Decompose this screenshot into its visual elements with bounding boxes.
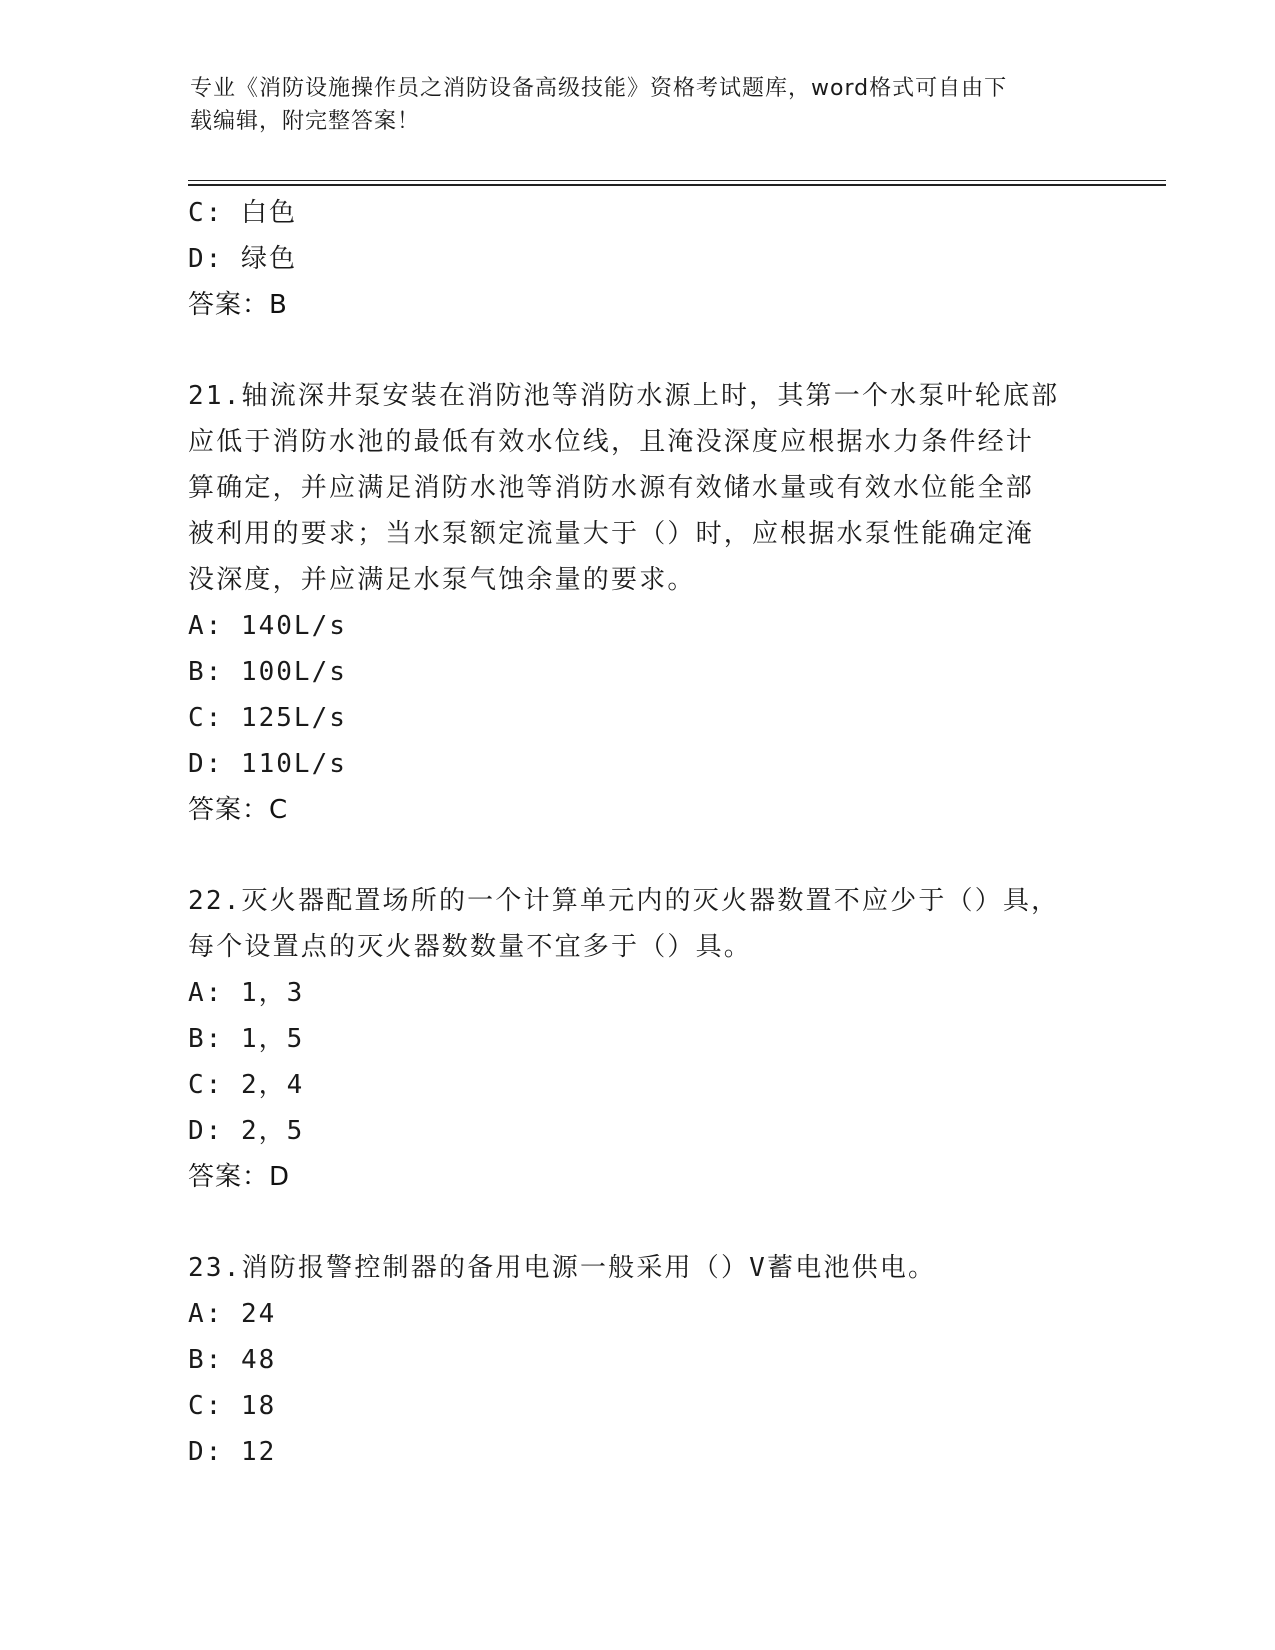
- question-text-line: 23.消防报警控制器的备用电源一般采用（）V蓄电池供电。: [188, 1253, 937, 1283]
- answer-line: 答案：D: [188, 1162, 291, 1192]
- question-text-line: 没深度，并应满足水泵气蚀余量的要求。: [188, 565, 696, 595]
- answer-line: 答案：B: [188, 290, 288, 320]
- option-d: D: 12: [188, 1437, 277, 1467]
- option-b: B: 48: [188, 1345, 277, 1375]
- question-22: [188, 878, 1088, 1200]
- question-21: [188, 373, 1088, 833]
- question-text-line: 21.轴流深井泵安装在消防池等消防水源上时，其第一个水泵叶轮底部: [188, 381, 1060, 411]
- answer-line: 答案：C: [188, 795, 289, 825]
- option-b: B: 1，5: [188, 1024, 305, 1054]
- option-b: B: 100L/s: [188, 657, 347, 687]
- option-a: A: 1，3: [188, 978, 305, 1008]
- option-d: D: 绿色: [188, 244, 297, 274]
- option-c: C: 白色: [188, 198, 297, 228]
- option-c: C: 2，4: [188, 1070, 305, 1100]
- option-d: D: 2，5: [188, 1116, 305, 1146]
- header-divider-thick: [188, 184, 1166, 186]
- continued-question: [188, 190, 1088, 328]
- header-divider-thin: [188, 180, 1166, 181]
- question-text-line: 算确定，并应满足消防水池等消防水源有效储水量或有效水位能全部: [188, 473, 1035, 503]
- document-header: [190, 72, 1090, 138]
- question-text-line: 22.灭火器配置场所的一个计算单元内的灭火器数置不应少于（）具，: [188, 886, 1060, 916]
- question-23: [188, 1245, 1088, 1475]
- option-c: C: 125L/s: [188, 703, 347, 733]
- header-line-2: 载编辑，附完整答案！: [190, 109, 421, 134]
- document-body: [188, 190, 1088, 1475]
- option-d: D: 110L/s: [188, 749, 347, 779]
- question-text-line: 被利用的要求；当水泵额定流量大于（）时，应根据水泵性能确定淹: [188, 519, 1035, 549]
- option-c: C: 18: [188, 1391, 277, 1421]
- header-line-1: 专业《消防设施操作员之消防设备高级技能》资格考试题库，word格式可自由下: [190, 76, 1008, 101]
- option-a: A: 24: [188, 1299, 277, 1329]
- option-a: A: 140L/s: [188, 611, 347, 641]
- question-text-line: 每个设置点的灭火器数数量不宜多于（）具。: [188, 932, 753, 962]
- question-text-line: 应低于消防水池的最低有效水位线，且淹没深度应根据水力条件经计: [188, 427, 1035, 457]
